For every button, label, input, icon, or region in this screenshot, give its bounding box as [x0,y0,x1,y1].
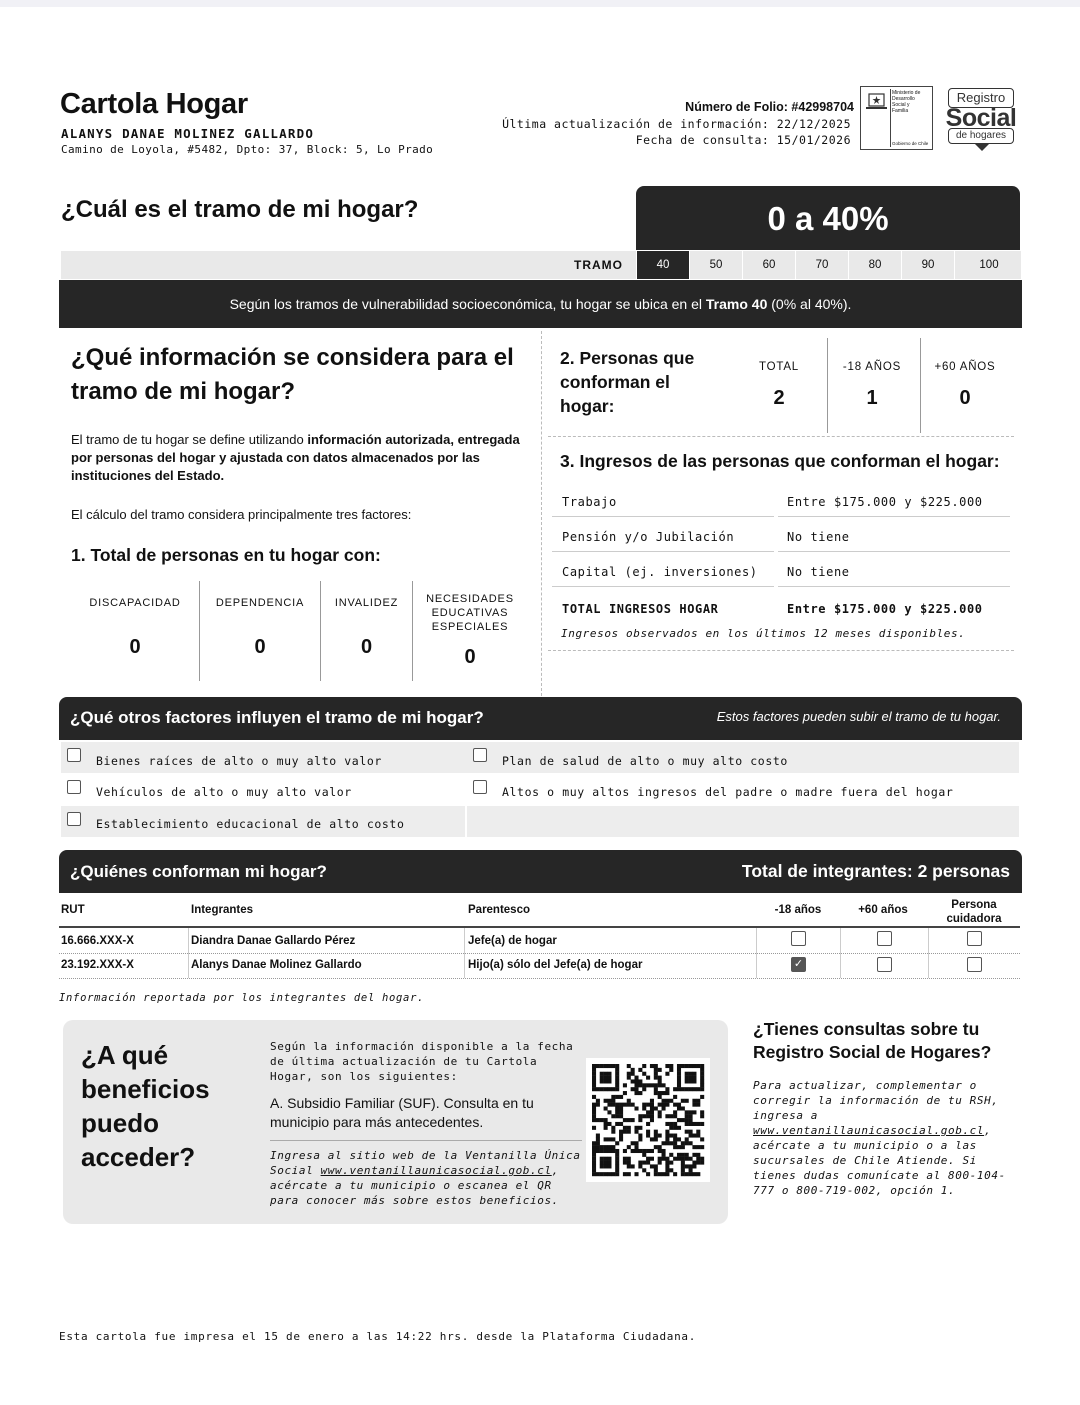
ministry-logo [860,86,933,150]
factor-divider [412,581,413,681]
ventanilla-link[interactable]: www.ventanillaunicasocial.gob.cl [320,1164,552,1177]
other-factors-subtitle: Estos factores pueden subir el tramo de tu hogar. [716,709,1001,724]
gobierno-label: Gobierno de Chile [892,141,929,146]
factor-row: Establecimiento educacional de alto costo [61,806,1019,837]
row-divider [59,978,1020,979]
tramo-cell-50: 50 [689,251,742,279]
tramo-cell-100: 100 [954,251,1023,279]
income-row-pension: Pensión y/o Jubilación No tiene [552,522,1010,552]
ministry-name: Ministerio de Desarrollo Social y Familia [892,90,921,114]
factor-row: Bienes raíces de alto o muy alto valor Plan de salud de alto o muy alto costo [61,742,1019,773]
checkbox-menor-checked[interactable]: ✓ [791,957,806,972]
factor-necesidades: NECESIDADES EDUCATIVAS ESPECIALES 0 [426,593,514,668]
factor-row: Vehículos de alto o muy alto valor Altos o muy altos ingresos del padre o madre fuera del hogar [61,774,1019,805]
holder-name: ALANYS DANAE MOLINEZ GALLARDO [61,126,315,141]
checkbox-plan-salud[interactable] [473,748,487,762]
questions-text: Para actualizar, complementar o corregir la información de tu RSH, ingresa a www.ventanillaunicasocial.gob.cl, acércate a tu municipio o a las sucursales de Chile Atiende. Si tienes dudas comunícate al 800-104-777 o 800-719-002, opción 1. [753,1079,1006,1197]
col-header-mayor: +60 años [858,904,908,916]
rsh-logo-bottom: de hogares [948,128,1014,144]
col-header-cuidadora: Persona cuidadora [946,899,1002,925]
column-divider [541,331,542,696]
rsh-logo [940,86,1022,156]
tramo-cell-60: 60 [742,251,795,279]
col-header-rut: RUT [61,904,85,916]
factor-invalidez: INVALIDEZ 0 [334,597,399,658]
members-title: ¿Quiénes conforman mi hogar? [70,862,327,881]
tramo-question: ¿Cuál es el tramo de mi hogar? [61,196,419,223]
qr-code[interactable] [586,1058,710,1182]
other-factors-header [59,697,1022,740]
personas-mayores: +60 AÑOS 0 [934,361,996,409]
checkbox-cuidadora[interactable] [967,957,982,972]
section-divider [548,436,1014,437]
income-row-capital: Capital (ej. inversiones) No tiene [552,557,1010,587]
tramo-banner: Según los tramos de vulnerabilidad socioeconómica, tu hogar se ubica en el Tramo 40 (0% al 40%). [59,280,1022,328]
table-row: 23.192.XXX-X Alanys Danae Molinez Gallardo Hijo(a) sólo del Jefe(a) de hogar ✓ [0,953,1080,978]
page-title: Cartola Hogar [60,88,248,120]
query-date: Fecha de consulta: 15/01/2026 [635,133,851,147]
other-factors-title: ¿Qué otros factores influyen el tramo de mi hogar? [70,708,484,727]
folio-number: Número de Folio: #42998704 [685,100,854,114]
checkbox-mayor[interactable] [877,931,892,946]
factor-discapacidad: DISCAPACIDAD 0 [89,597,181,658]
tramo-cell-40: 40 [636,251,689,279]
tramo-result: 0 a 40% [636,186,1020,250]
table-row: 16.666.XXX-X Diandra Danae Gallardo Pérez Jefe(a) de hogar [0,928,1080,953]
top-strip [0,0,1080,7]
ventanilla-link[interactable]: www.ventanillaunicasocial.gob.cl [753,1124,985,1137]
checkbox-vehiculos[interactable] [67,780,81,794]
section-1-title: 1. Total de personas en tu hogar con: [71,545,381,565]
checkbox-menor[interactable] [791,931,806,946]
checkbox-ingresos-padres[interactable] [473,780,487,794]
coat-of-arms-icon [864,90,889,114]
print-footer: Esta cartola fue impresa el 15 de enero a las 14:22 hrs. desde la Plataforma Ciudadana. [59,1330,697,1343]
section-2-title: 2. Personas que conforman el hogar: [560,348,695,416]
rsh-logo-pointer [974,143,990,151]
rsh-logo-top: Registro [948,88,1014,108]
benefits-divider [270,1140,582,1141]
checkbox-bienes-raices[interactable] [67,748,81,762]
members-footnote: Información reportada por los integrantes del hogar. [59,992,425,1004]
section-3-title: 3. Ingresos de las personas que conforman el hogar: [560,451,1000,471]
col-header-parentesco: Parentesco [468,904,531,916]
income-note: Ingresos observados en los últimos 12 meses disponibles. [561,627,966,640]
benefit-item-a: A. Subsidio Familiar (SUF). Consulta en tu municipio para más antecedentes. [270,1095,534,1130]
benefits-intro: Según la información disponible a la fecha de última actualización de tu Cartola Hogar, son los siguientes: [270,1040,574,1083]
checkbox-cuidadora[interactable] [967,931,982,946]
col-header-integrantes: Integrantes [191,904,253,916]
tramo-cell-70: 70 [795,251,848,279]
personas-total: TOTAL 2 [759,361,799,409]
info-question: ¿Qué información se considera para el tramo de mi hogar? [71,344,514,405]
tramo-cell-80: 80 [848,251,901,279]
benefits-question: ¿A qué beneficios puedo acceder? [81,1040,210,1172]
col-header-menor: -18 años [774,904,822,916]
checkbox-establecimiento[interactable] [67,812,81,826]
questions-title: ¿Tienes consultas sobre tu Registro Social de Hogares? [753,1019,992,1062]
rsh-logo-main: Social [945,104,1017,132]
tramo-cell-90: 90 [901,251,954,279]
personas-menores: -18 AÑOS 1 [842,361,902,409]
holder-address: Camino de Loyola, #5482, Dpto: 37, Block: 5, Lo Prado [61,143,434,156]
income-row-trabajo: Trabajo Entre $175.000 y $225.000 [552,487,1010,517]
income-row-total: TOTAL INGRESOS HOGAR Entre $175.000 y $225.000 [562,602,983,616]
factor-dependencia: DEPENDENCIA 0 [215,597,305,658]
section-divider [548,650,1014,651]
checkbox-mayor[interactable] [877,957,892,972]
members-total: Total de integrantes: 2 personas [741,861,1010,881]
tramo-scale [636,251,1023,279]
qr-code-icon [586,1058,710,1182]
tramo-scale-label: TRAMO [574,258,623,272]
logo-divider [890,89,891,147]
members-header [59,850,1022,893]
benefits-footer: Ingresa al sitio web de la Ventanilla Única Social www.ventanillaunicasocial.gob.cl, acércate a tu municipio o escanea el QR para conocer más sobre estos beneficios. [270,1149,581,1207]
factors-intro: El cálculo del tramo considera principalmente tres factores: [71,507,412,522]
last-update: Última actualización de información: 22/12/2025 [502,117,851,131]
info-paragraph: El tramo de tu hogar se define utilizando información autorizada, entregada por personas del hogar y ajustada con datos almacenados por las instituciones del Estado. [71,432,520,483]
